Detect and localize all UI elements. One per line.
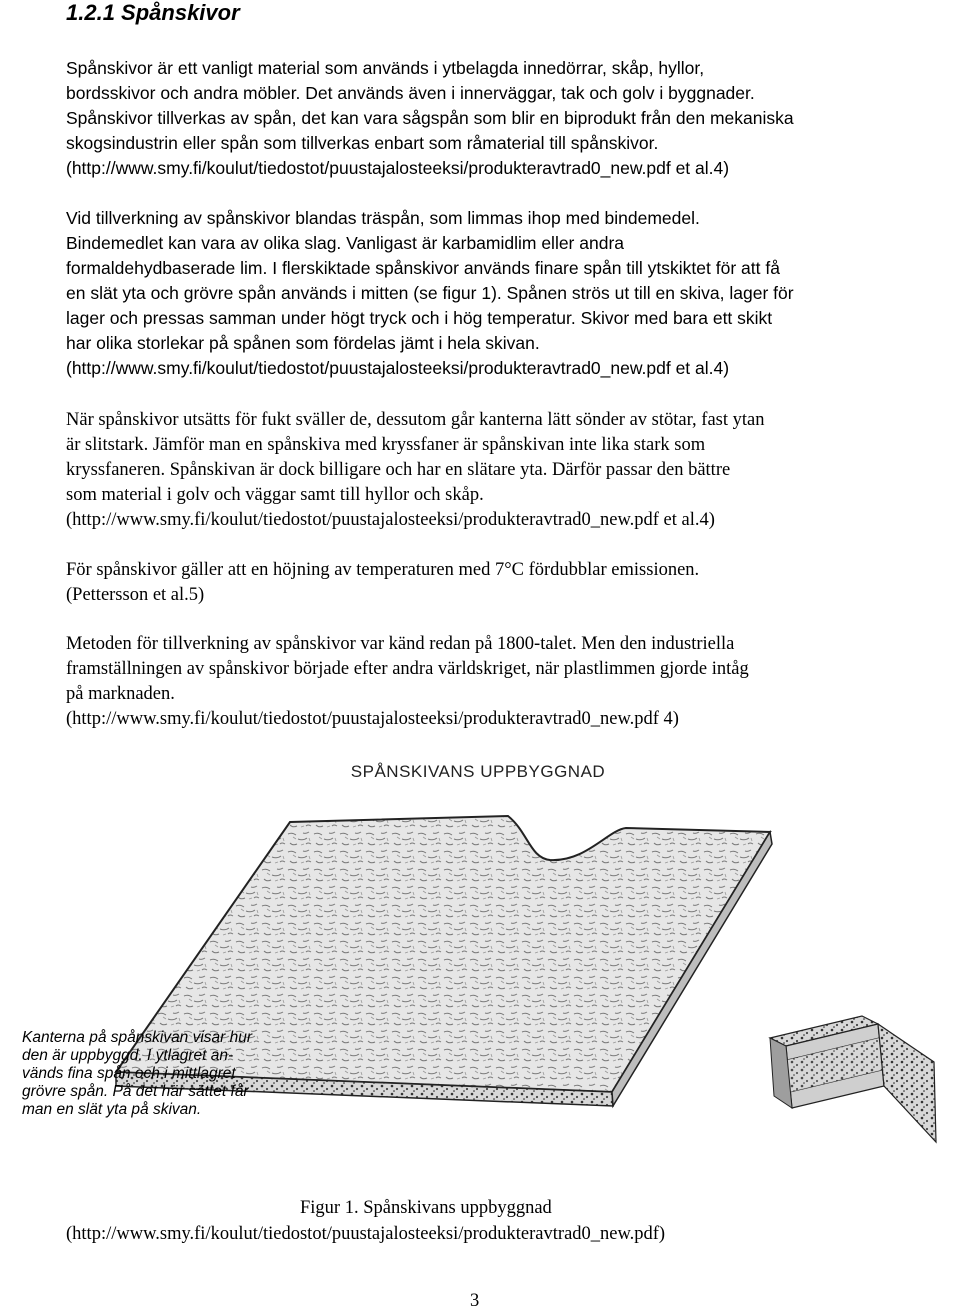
edge-detail	[770, 1016, 936, 1142]
figure-caption: Figur 1. Spånskivans uppbyggnad	[300, 1198, 552, 1218]
particleboard-figure	[0, 740, 960, 1190]
paragraph-intro: Spånskivor är ett vanligt material som används i ytbelagda innedörrar, skåp, hyllor, bordsskivor och andra möbler. Det används även i innerväggar, tak och golv i byggnader. Spånskivor tillverkas av spån, det kan vara sågspån som blir en biprodukt från den mekaniska skogsindustrin eller spån som tillverkas enbart som råmaterial till spånskivor. (http://www.smy.fi/koulut/tiedostot/puustajalosteeksi/produkteravtrad0_new.pdf et al.4)	[66, 58, 794, 178]
figure-note-line: vänds fina spån och i mittlagret	[22, 1065, 236, 1082]
paragraph-moisture: När spånskivor utsätts för fukt sväller de, dessutom går kanterna lätt sönder av stötar, fast ytan är slitstark. Jämför man en spånskiva med kryssfaner är spånskivan inte lika stark som kryssfaneren. Spånskivan är dock billigare och har en slätare yta. Därför passar den bättre som material i golv och väggar samt till hyllor och skåp. (http://www.smy.fi/koulut/tiedostot/puustajalosteeksi/produkteravtrad0_new.pdf et al.4)	[66, 410, 765, 530]
paragraph-history: Metoden för tillverkning av spånskivor var känd redan på 1800-talet. Men den industriella framställningen av spånskivor började efter andra världskriget, när plastlimmen gjorde intåg på marknaden. (http://www.smy.fi/koulut/tiedostot/puustajalosteeksi/produkteravtrad0_new.pdf 4)	[66, 634, 749, 729]
paragraph-manufacturing: Vid tillverkning av spånskivor blandas träspån, som limmas ihop med bindemedel. Bindemedlet kan vara av olika slag. Vanligast är karbamidlim eller andra formaldehydbaserade lim. I flerskiktade spånskivor används finare spån till ytskiktet för att få en slät yta och grövre spån används i mitten (se figur 1). Spånen strös ut till en skiva, lager för lager och pressas samman under högt tryck och i hög temperatur. Skivor med bara ett skikt har olika storlekar på spånen som fördelas jämt i hela skivan. (http://www.smy.fi/koulut/tiedostot/puustajalosteeksi/produkteravtrad0_new.pdf et al.4)	[66, 208, 794, 378]
section-heading: 1.2.1 Spånskivor	[66, 0, 240, 25]
figure-source: (http://www.smy.fi/koulut/tiedostot/puustajalosteeksi/produkteravtrad0_new.pdf)	[66, 1224, 666, 1244]
figure-note-line: grövre spån. På det här sättet får	[22, 1083, 249, 1100]
figure-note	[22, 1029, 253, 1118]
figure-title: SPÅNSKIVANS UPPBYGGNAD	[350, 762, 606, 781]
figure-note-line: man en slät yta på skivan.	[22, 1101, 202, 1118]
page-number: 3	[470, 1291, 480, 1311]
figure-note-line: den är uppbyggd. I ytlagret an-	[22, 1047, 234, 1064]
paragraph-temperature: För spånskivor gäller att en höjning av temperaturen med 7°C fördubblar emissionen. (Pettersson et al.5)	[66, 560, 700, 605]
figure-note-line: Kanterna på spånskivan visar hur	[22, 1029, 253, 1046]
